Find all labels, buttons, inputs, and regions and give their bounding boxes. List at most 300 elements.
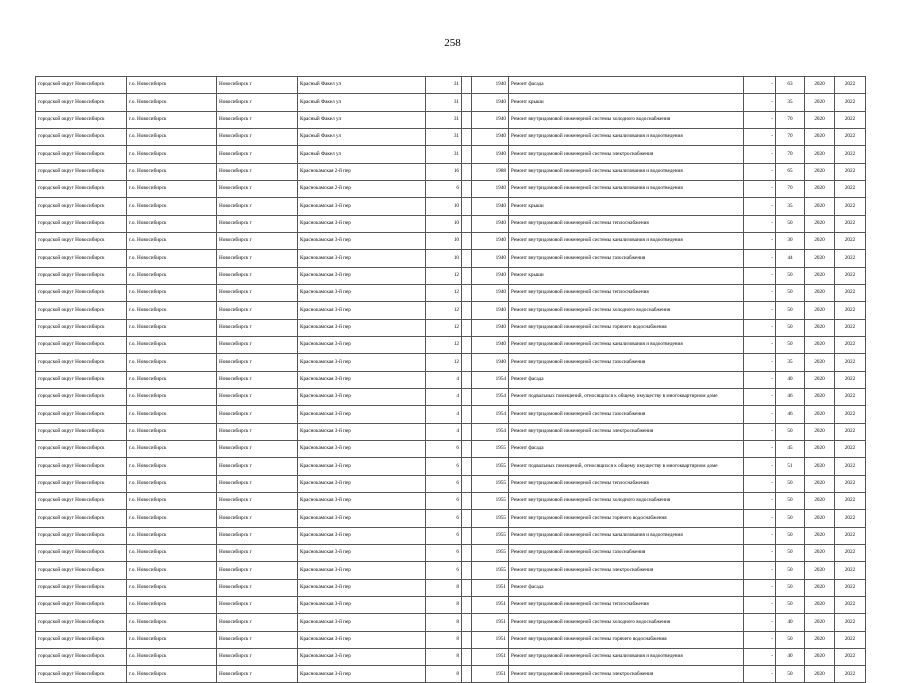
work-type-cell: Ремонт фасада — [509, 440, 744, 457]
letter-cell — [462, 666, 472, 683]
table-row — [36, 406, 866, 423]
district-cell: г.о. Новосибирск — [127, 544, 217, 561]
table-row — [36, 527, 866, 544]
build-year-cell: 1940 — [472, 77, 509, 94]
city-cell: Новосибирск г — [217, 666, 298, 683]
table-row — [36, 336, 866, 353]
wear-percent-cell: 50 — [776, 336, 805, 353]
district-cell: г.о. Новосибирск — [127, 475, 217, 492]
table-row — [36, 302, 866, 319]
wear-percent-cell: 50 — [776, 319, 805, 336]
city-cell: Новосибирск г — [217, 267, 298, 284]
municipality-cell: городской округ Новосибирск — [36, 146, 127, 163]
street-cell: Краснокамская 3-й пер — [298, 631, 426, 648]
table-row — [36, 198, 866, 215]
repair-schedule-table — [35, 76, 866, 683]
page-number: 258 — [444, 37, 461, 49]
work-type-cell: Ремонт внутридомовой инженерной системы холодного водоснабжения — [509, 302, 744, 319]
plan-end-year-cell: 2022 — [835, 406, 866, 423]
city-cell: Новосибирск г — [217, 163, 298, 180]
house-number-cell: 31 — [426, 111, 462, 128]
plan-start-year-cell: 2020 — [805, 336, 835, 353]
table-row — [36, 163, 866, 180]
house-number-cell: 8 — [426, 596, 462, 613]
stage-cell: - — [744, 666, 776, 683]
street-cell: Краснокамская 3-й пер — [298, 406, 426, 423]
house-number-cell: 8 — [426, 666, 462, 683]
plan-start-year-cell: 2020 — [805, 666, 835, 683]
stage-cell: - — [744, 614, 776, 631]
house-number-cell: 6 — [426, 562, 462, 579]
work-type-cell: Ремонт внутридомовой инженерной системы газоснабжения — [509, 250, 744, 267]
wear-percent-cell: 50 — [776, 215, 805, 232]
plan-start-year-cell: 2020 — [805, 527, 835, 544]
street-cell: Краснокамская 3-й пер — [298, 354, 426, 371]
street-cell: Краснокамская 3-й пер — [298, 423, 426, 440]
letter-cell — [462, 77, 472, 94]
stage-cell: - — [744, 336, 776, 353]
table-row — [36, 77, 866, 94]
street-cell: Краснокамская 3-й пер — [298, 388, 426, 405]
build-year-cell: 1940 — [472, 146, 509, 163]
wear-percent-cell: 70 — [776, 111, 805, 128]
city-cell: Новосибирск г — [217, 406, 298, 423]
plan-end-year-cell: 2022 — [835, 128, 866, 145]
table-row — [36, 544, 866, 561]
plan-start-year-cell: 2020 — [805, 77, 835, 94]
stage-cell: - — [744, 232, 776, 249]
work-type-cell: Ремонт подвальных помещений, относящихся к общему имуществу в многоквартирном доме — [509, 388, 744, 405]
wear-percent-cell: 50 — [776, 544, 805, 561]
house-number-cell: 31 — [426, 146, 462, 163]
plan-start-year-cell: 2020 — [805, 371, 835, 388]
municipality-cell: городской округ Новосибирск — [36, 666, 127, 683]
city-cell: Новосибирск г — [217, 94, 298, 111]
wear-percent-cell: 51 — [776, 458, 805, 475]
build-year-cell: 1954 — [472, 423, 509, 440]
house-number-cell: 31 — [426, 94, 462, 111]
plan-end-year-cell: 2022 — [835, 163, 866, 180]
district-cell: г.о. Новосибирск — [127, 111, 217, 128]
build-year-cell: 1955 — [472, 527, 509, 544]
district-cell: г.о. Новосибирск — [127, 371, 217, 388]
city-cell: Новосибирск г — [217, 336, 298, 353]
plan-start-year-cell: 2020 — [805, 319, 835, 336]
build-year-cell: 1940 — [472, 250, 509, 267]
plan-end-year-cell: 2022 — [835, 475, 866, 492]
plan-start-year-cell: 2020 — [805, 440, 835, 457]
house-number-cell: 12 — [426, 319, 462, 336]
work-type-cell: Ремонт внутридомовой инженерной системы канализования и водоотведения — [509, 232, 744, 249]
plan-start-year-cell: 2020 — [805, 406, 835, 423]
district-cell: г.о. Новосибирск — [127, 492, 217, 509]
city-cell: Новосибирск г — [217, 371, 298, 388]
city-cell: Новосибирск г — [217, 614, 298, 631]
municipality-cell: городской округ Новосибирск — [36, 614, 127, 631]
letter-cell — [462, 146, 472, 163]
stage-cell: - — [744, 250, 776, 267]
plan-end-year-cell: 2022 — [835, 215, 866, 232]
plan-start-year-cell: 2020 — [805, 475, 835, 492]
letter-cell — [462, 94, 472, 111]
build-year-cell: 1940 — [472, 94, 509, 111]
table-row — [36, 596, 866, 613]
stage-cell: - — [744, 146, 776, 163]
municipality-cell: городской округ Новосибирск — [36, 198, 127, 215]
city-cell: Новосибирск г — [217, 232, 298, 249]
wear-percent-cell: 63 — [776, 77, 805, 94]
letter-cell — [462, 475, 472, 492]
house-number-cell: 6 — [426, 492, 462, 509]
plan-start-year-cell: 2020 — [805, 163, 835, 180]
table-row — [36, 475, 866, 492]
build-year-cell: 1951 — [472, 631, 509, 648]
build-year-cell: 1940 — [472, 354, 509, 371]
stage-cell: - — [744, 284, 776, 301]
build-year-cell: 1951 — [472, 579, 509, 596]
house-number-cell: 10 — [426, 198, 462, 215]
work-type-cell: Ремонт фасада — [509, 371, 744, 388]
wear-percent-cell: 35 — [776, 94, 805, 111]
work-type-cell: Ремонт фасада — [509, 77, 744, 94]
stage-cell: - — [744, 440, 776, 457]
wear-percent-cell: 46 — [776, 388, 805, 405]
letter-cell — [462, 648, 472, 665]
letter-cell — [462, 198, 472, 215]
build-year-cell: 1940 — [472, 198, 509, 215]
municipality-cell: городской округ Новосибирск — [36, 406, 127, 423]
table-row — [36, 648, 866, 665]
work-type-cell: Ремонт внутридомовой инженерной системы горячего водоснабжения — [509, 319, 744, 336]
plan-start-year-cell: 2020 — [805, 562, 835, 579]
table-row — [36, 579, 866, 596]
city-cell: Новосибирск г — [217, 146, 298, 163]
district-cell: г.о. Новосибирск — [127, 354, 217, 371]
work-type-cell: Ремонт внутридомовой инженерной системы газоснабжения — [509, 406, 744, 423]
house-number-cell: 10 — [426, 250, 462, 267]
plan-end-year-cell: 2022 — [835, 77, 866, 94]
table-row — [36, 250, 866, 267]
stage-cell: - — [744, 371, 776, 388]
build-year-cell: 1955 — [472, 562, 509, 579]
district-cell: г.о. Новосибирск — [127, 180, 217, 197]
municipality-cell: городской округ Новосибирск — [36, 562, 127, 579]
city-cell: Новосибирск г — [217, 180, 298, 197]
stage-cell: - — [744, 354, 776, 371]
build-year-cell: 1940 — [472, 128, 509, 145]
plan-start-year-cell: 2020 — [805, 614, 835, 631]
district-cell: г.о. Новосибирск — [127, 666, 217, 683]
letter-cell — [462, 440, 472, 457]
street-cell: Краснокамская 3-й пер — [298, 440, 426, 457]
table-row — [36, 146, 866, 163]
stage-cell: - — [744, 648, 776, 665]
table-row — [36, 492, 866, 509]
district-cell: г.о. Новосибирск — [127, 596, 217, 613]
stage-cell: - — [744, 510, 776, 527]
municipality-cell: городской округ Новосибирск — [36, 302, 127, 319]
table-row — [36, 388, 866, 405]
letter-cell — [462, 319, 472, 336]
city-cell: Новосибирск г — [217, 544, 298, 561]
street-cell: Краснокамская 3-й пер — [298, 371, 426, 388]
wear-percent-cell: 50 — [776, 666, 805, 683]
build-year-cell: 1955 — [472, 458, 509, 475]
stage-cell: - — [744, 475, 776, 492]
district-cell: г.о. Новосибирск — [127, 423, 217, 440]
wear-percent-cell: 70 — [776, 128, 805, 145]
plan-start-year-cell: 2020 — [805, 94, 835, 111]
district-cell: г.о. Новосибирск — [127, 388, 217, 405]
plan-start-year-cell: 2020 — [805, 198, 835, 215]
house-number-cell: 12 — [426, 336, 462, 353]
work-type-cell: Ремонт внутридомовой инженерной системы канализования и водоотведения — [509, 527, 744, 544]
work-type-cell: Ремонт внутридомовой инженерной системы газоснабжения — [509, 354, 744, 371]
plan-end-year-cell: 2022 — [835, 510, 866, 527]
build-year-cell: 1955 — [472, 440, 509, 457]
district-cell: г.о. Новосибирск — [127, 215, 217, 232]
work-type-cell: Ремонт внутридомовой инженерной системы теплоснабжения — [509, 475, 744, 492]
letter-cell — [462, 406, 472, 423]
stage-cell: - — [744, 492, 776, 509]
work-type-cell: Ремонт внутридомовой инженерной системы теплоснабжения — [509, 215, 744, 232]
street-cell: Краснокамская 3-й пер — [298, 250, 426, 267]
build-year-cell: 1954 — [472, 388, 509, 405]
district-cell: г.о. Новосибирск — [127, 631, 217, 648]
city-cell: Новосибирск г — [217, 250, 298, 267]
wear-percent-cell: 35 — [776, 198, 805, 215]
work-type-cell: Ремонт внутридомовой инженерной системы канализования и водоотведения — [509, 128, 744, 145]
street-cell: Краснокамская 3-й пер — [298, 267, 426, 284]
plan-end-year-cell: 2022 — [835, 146, 866, 163]
build-year-cell: 1940 — [472, 215, 509, 232]
street-cell: Краснокамская 3-й пер — [298, 510, 426, 527]
district-cell: г.о. Новосибирск — [127, 232, 217, 249]
district-cell: г.о. Новосибирск — [127, 579, 217, 596]
table-row — [36, 354, 866, 371]
district-cell: г.о. Новосибирск — [127, 319, 217, 336]
plan-end-year-cell: 2022 — [835, 336, 866, 353]
build-year-cell: 1940 — [472, 180, 509, 197]
work-type-cell: Ремонт внутридомовой инженерной системы газоснабжения — [509, 544, 744, 561]
stage-cell: - — [744, 544, 776, 561]
stage-cell: - — [744, 596, 776, 613]
build-year-cell: 1940 — [472, 284, 509, 301]
stage-cell: - — [744, 458, 776, 475]
house-number-cell: 31 — [426, 77, 462, 94]
plan-start-year-cell: 2020 — [805, 232, 835, 249]
street-cell: Краснокамская 3-й пер — [298, 596, 426, 613]
city-cell: Новосибирск г — [217, 128, 298, 145]
city-cell: Новосибирск г — [217, 284, 298, 301]
letter-cell — [462, 596, 472, 613]
wear-percent-cell: 50 — [776, 562, 805, 579]
house-number-cell: 6 — [426, 527, 462, 544]
stage-cell: - — [744, 423, 776, 440]
plan-start-year-cell: 2020 — [805, 510, 835, 527]
plan-start-year-cell: 2020 — [805, 492, 835, 509]
stage-cell: - — [744, 527, 776, 544]
letter-cell — [462, 423, 472, 440]
plan-start-year-cell: 2020 — [805, 631, 835, 648]
district-cell: г.о. Новосибирск — [127, 146, 217, 163]
work-type-cell: Ремонт подвальных помещений, относящихся к общему имуществу в многоквартирном доме — [509, 458, 744, 475]
district-cell: г.о. Новосибирск — [127, 614, 217, 631]
build-year-cell: 1951 — [472, 666, 509, 683]
wear-percent-cell: 40 — [776, 614, 805, 631]
plan-end-year-cell: 2022 — [835, 198, 866, 215]
wear-percent-cell: 50 — [776, 631, 805, 648]
wear-percent-cell: 70 — [776, 146, 805, 163]
wear-percent-cell: 46 — [776, 406, 805, 423]
build-year-cell: 1940 — [472, 302, 509, 319]
work-type-cell: Ремонт внутридомовой инженерной системы электроснабжения — [509, 423, 744, 440]
wear-percent-cell: 50 — [776, 423, 805, 440]
table-row — [36, 267, 866, 284]
work-type-cell: Ремонт крыши — [509, 198, 744, 215]
district-cell: г.о. Новосибирск — [127, 267, 217, 284]
house-number-cell: 8 — [426, 579, 462, 596]
letter-cell — [462, 180, 472, 197]
municipality-cell: городской округ Новосибирск — [36, 111, 127, 128]
plan-start-year-cell: 2020 — [805, 146, 835, 163]
stage-cell: - — [744, 562, 776, 579]
district-cell: г.о. Новосибирск — [127, 163, 217, 180]
municipality-cell: городской округ Новосибирск — [36, 388, 127, 405]
street-cell: Краснокамская 3-й пер — [298, 648, 426, 665]
plan-start-year-cell: 2020 — [805, 579, 835, 596]
build-year-cell: 1940 — [472, 267, 509, 284]
street-cell: Краснокамская 3-й пер — [298, 336, 426, 353]
plan-end-year-cell: 2022 — [835, 492, 866, 509]
house-number-cell: 12 — [426, 267, 462, 284]
work-type-cell: Ремонт внутридомовой инженерной системы канализования и водоотведения — [509, 648, 744, 665]
plan-end-year-cell: 2022 — [835, 267, 866, 284]
letter-cell — [462, 579, 472, 596]
stage-cell: - — [744, 388, 776, 405]
plan-start-year-cell: 2020 — [805, 302, 835, 319]
municipality-cell: городской округ Новосибирск — [36, 128, 127, 145]
house-number-cell: 12 — [426, 302, 462, 319]
municipality-cell: городской округ Новосибирск — [36, 319, 127, 336]
municipality-cell: городской округ Новосибирск — [36, 544, 127, 561]
street-cell: Краснокамская 3-й пер — [298, 579, 426, 596]
plan-end-year-cell: 2022 — [835, 648, 866, 665]
house-number-cell: 10 — [426, 215, 462, 232]
letter-cell — [462, 128, 472, 145]
plan-end-year-cell: 2022 — [835, 614, 866, 631]
street-cell: Краснокамская 3-й пер — [298, 492, 426, 509]
city-cell: Новосибирск г — [217, 596, 298, 613]
city-cell: Новосибирск г — [217, 458, 298, 475]
street-cell: Краснокамская 3-й пер — [298, 666, 426, 683]
street-cell: Красный Факел ул — [298, 111, 426, 128]
city-cell: Новосибирск г — [217, 440, 298, 457]
city-cell: Новосибирск г — [217, 319, 298, 336]
street-cell: Красный Факел ул — [298, 94, 426, 111]
stage-cell: - — [744, 406, 776, 423]
stage-cell: - — [744, 128, 776, 145]
table-row — [36, 94, 866, 111]
street-cell: Краснокамская 2-й пер — [298, 180, 426, 197]
table-row — [36, 111, 866, 128]
house-number-cell: 6 — [426, 180, 462, 197]
table-row — [36, 180, 866, 197]
city-cell: Новосибирск г — [217, 562, 298, 579]
plan-start-year-cell: 2020 — [805, 267, 835, 284]
city-cell: Новосибирск г — [217, 354, 298, 371]
build-year-cell: 1954 — [472, 406, 509, 423]
house-number-cell: 4 — [426, 406, 462, 423]
build-year-cell: 1951 — [472, 596, 509, 613]
street-cell: Красный Факел ул — [298, 146, 426, 163]
municipality-cell: городской округ Новосибирск — [36, 232, 127, 249]
stage-cell: - — [744, 302, 776, 319]
wear-percent-cell: 65 — [776, 163, 805, 180]
letter-cell — [462, 302, 472, 319]
plan-start-year-cell: 2020 — [805, 128, 835, 145]
city-cell: Новосибирск г — [217, 492, 298, 509]
wear-percent-cell: 50 — [776, 284, 805, 301]
wear-percent-cell: 70 — [776, 180, 805, 197]
letter-cell — [462, 111, 472, 128]
build-year-cell: 1940 — [472, 232, 509, 249]
table-row — [36, 215, 866, 232]
plan-start-year-cell: 2020 — [805, 180, 835, 197]
house-number-cell: 4 — [426, 388, 462, 405]
city-cell: Новосибирск г — [217, 648, 298, 665]
plan-start-year-cell: 2020 — [805, 458, 835, 475]
city-cell: Новосибирск г — [217, 475, 298, 492]
house-number-cell: 4 — [426, 423, 462, 440]
letter-cell — [462, 492, 472, 509]
street-cell: Красный Факел ул — [298, 77, 426, 94]
street-cell: Краснокамская 3-й пер — [298, 302, 426, 319]
plan-start-year-cell: 2020 — [805, 544, 835, 561]
city-cell: Новосибирск г — [217, 631, 298, 648]
city-cell: Новосибирск г — [217, 77, 298, 94]
plan-end-year-cell: 2022 — [835, 458, 866, 475]
letter-cell — [462, 215, 472, 232]
district-cell: г.о. Новосибирск — [127, 94, 217, 111]
municipality-cell: городской округ Новосибирск — [36, 423, 127, 440]
district-cell: г.о. Новосибирск — [127, 198, 217, 215]
plan-end-year-cell: 2022 — [835, 388, 866, 405]
city-cell: Новосибирск г — [217, 302, 298, 319]
municipality-cell: городской округ Новосибирск — [36, 371, 127, 388]
municipality-cell: городской округ Новосибирск — [36, 492, 127, 509]
work-type-cell: Ремонт крыши — [509, 94, 744, 111]
district-cell: г.о. Новосибирск — [127, 406, 217, 423]
wear-percent-cell: 44 — [776, 250, 805, 267]
plan-start-year-cell: 2020 — [805, 215, 835, 232]
district-cell: г.о. Новосибирск — [127, 458, 217, 475]
letter-cell — [462, 527, 472, 544]
plan-end-year-cell: 2022 — [835, 250, 866, 267]
house-number-cell: 16 — [426, 163, 462, 180]
house-number-cell: 4 — [426, 371, 462, 388]
city-cell: Новосибирск г — [217, 579, 298, 596]
work-type-cell: Ремонт внутридомовой инженерной системы холодного водоснабжения — [509, 111, 744, 128]
street-cell: Краснокамская 3-й пер — [298, 527, 426, 544]
letter-cell — [462, 267, 472, 284]
stage-cell: - — [744, 111, 776, 128]
wear-percent-cell: 45 — [776, 440, 805, 457]
plan-start-year-cell: 2020 — [805, 648, 835, 665]
wear-percent-cell: 50 — [776, 267, 805, 284]
table-row — [36, 614, 866, 631]
street-cell: Краснокамская 3-й пер — [298, 215, 426, 232]
